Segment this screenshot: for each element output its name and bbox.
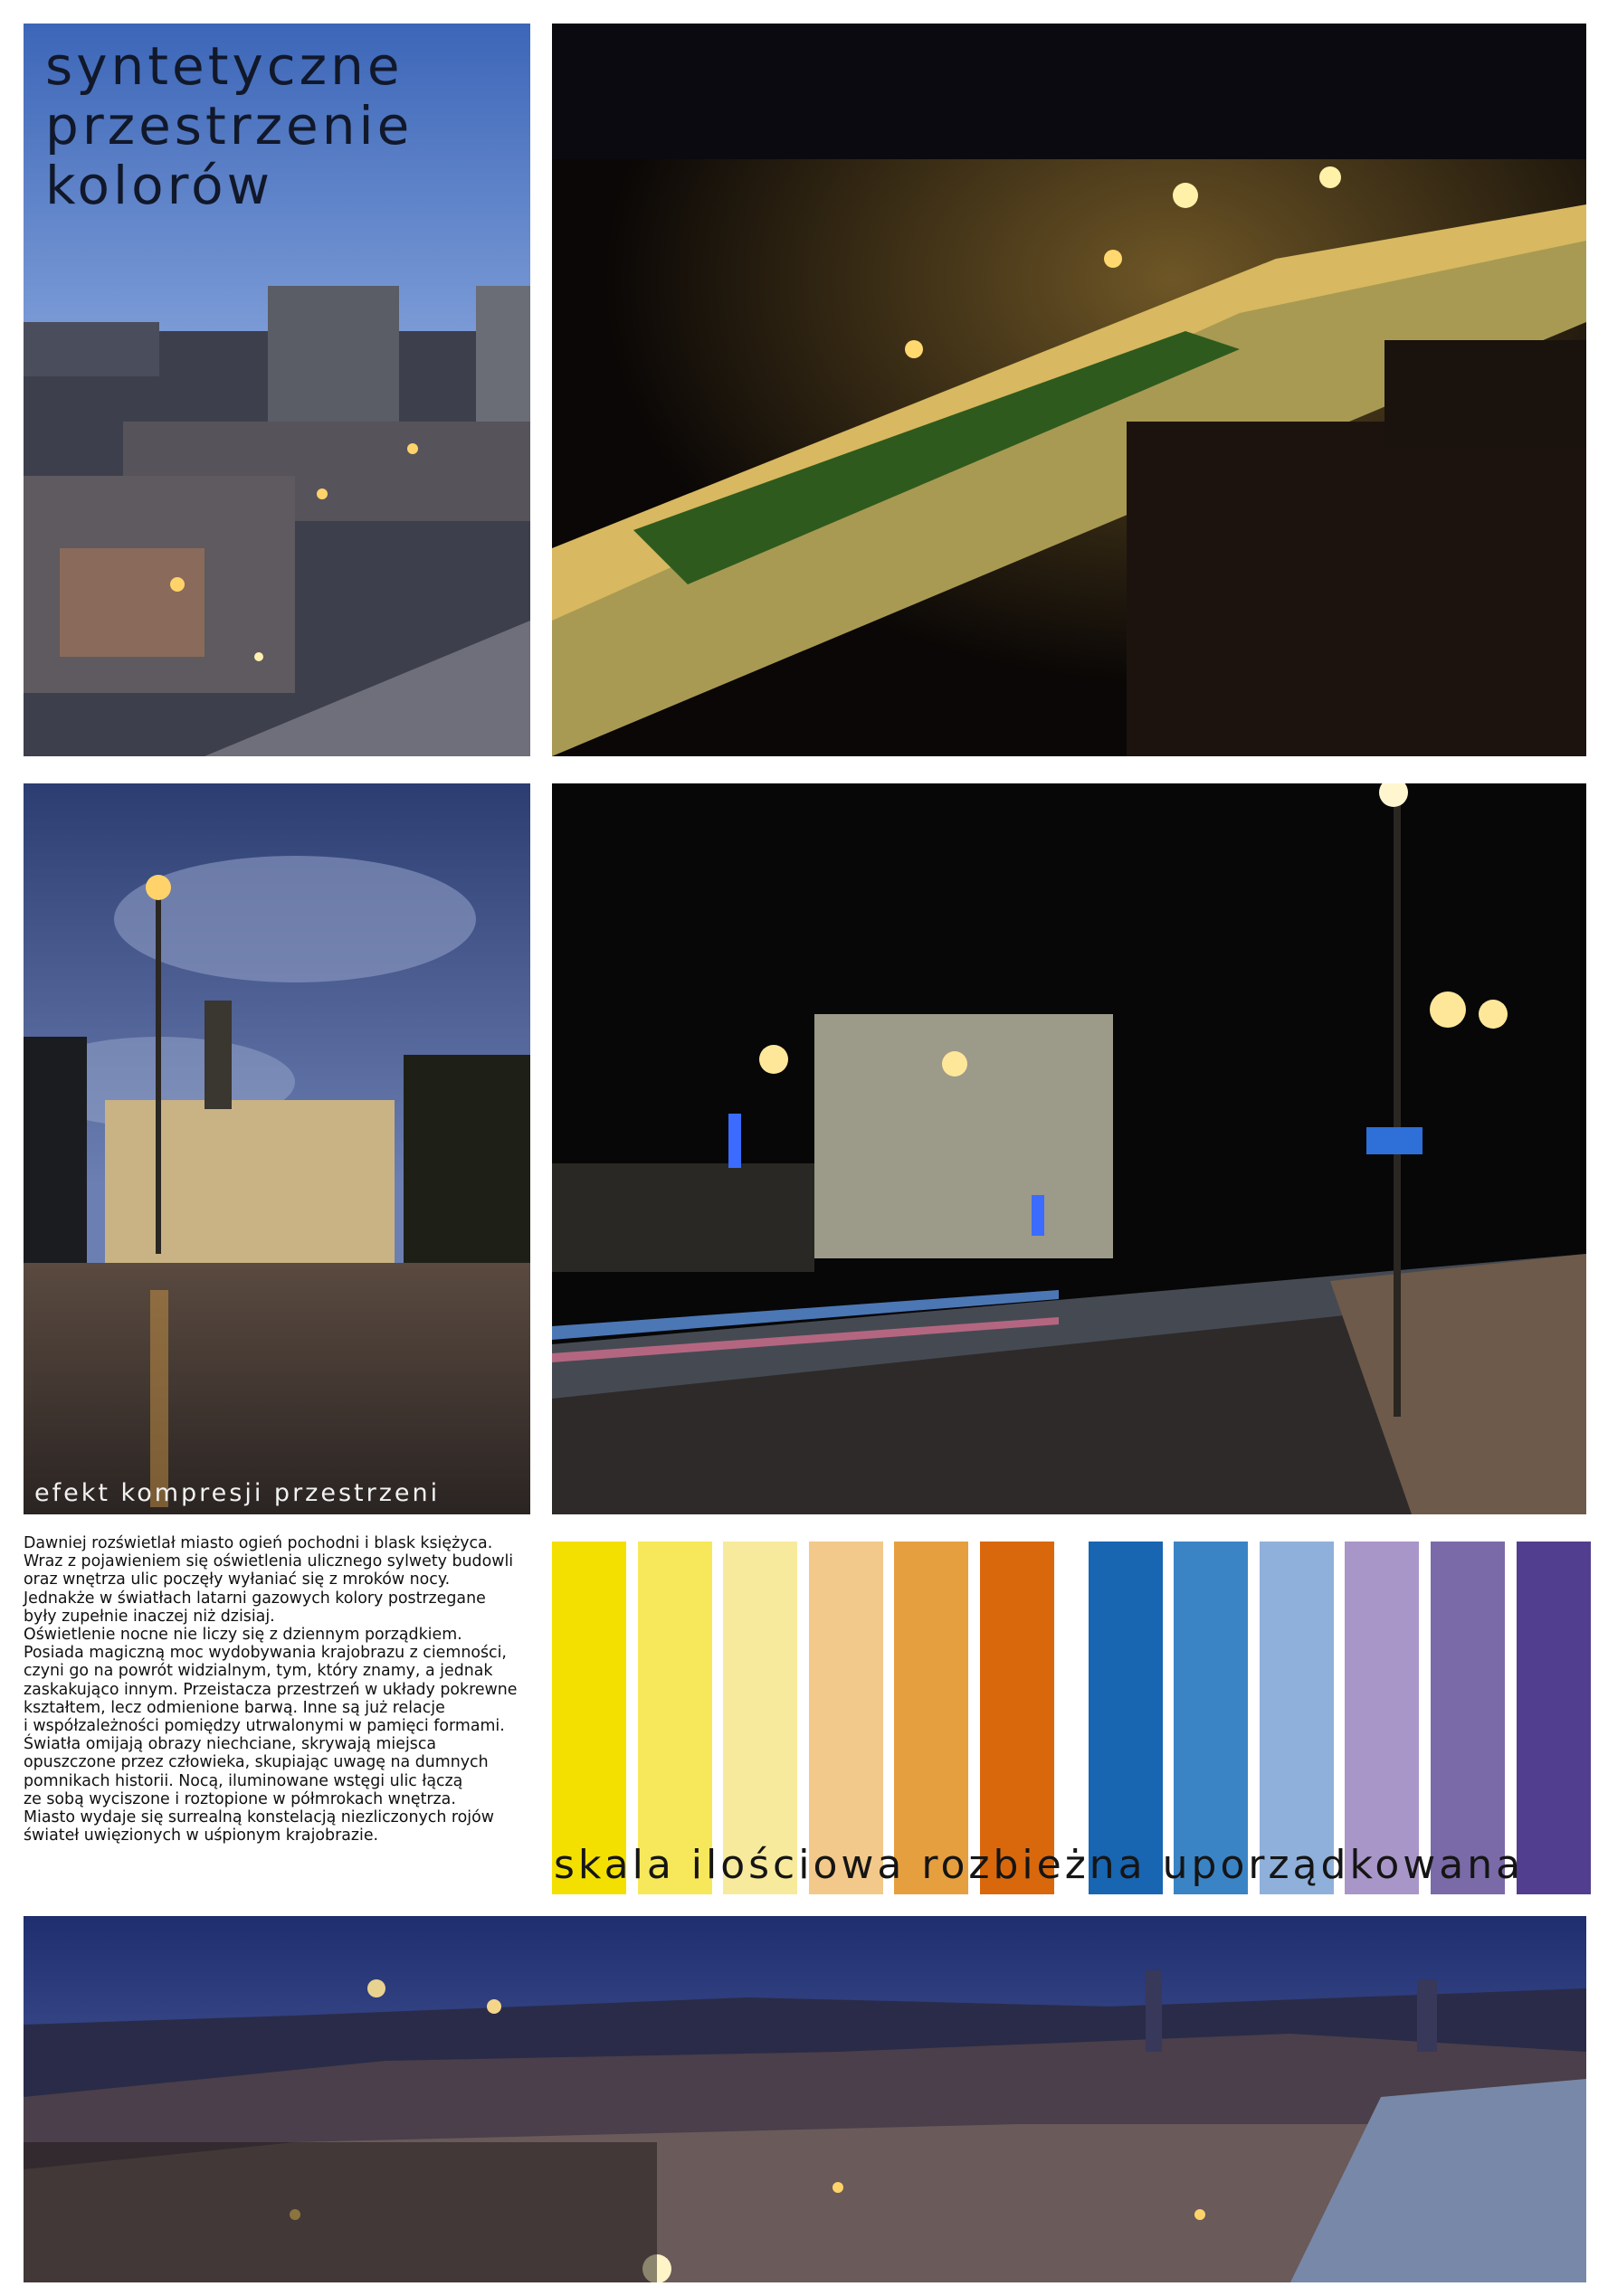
body-text-line: Dawniej rozświetlał miasto ogień pochodni i blask księżyca.	[24, 1534, 493, 1552]
title-line: kolorów	[45, 155, 274, 216]
body-text	[24, 1534, 544, 1845]
photo-caption: efekt kompresji przestrzeni	[34, 1479, 441, 1507]
body-text-line: były zupełnie inaczej niż dzisiaj.	[24, 1607, 275, 1626]
body-text-line: Wraz z pojawieniem się oświetlenia ulicznego sylwety budowli	[24, 1552, 514, 1571]
title-line: syntetyczne	[45, 35, 404, 97]
body-text-line: Posiada magiczną moc wydobywania krajobrazu z ciemności,	[24, 1644, 507, 1663]
body-text-line: zaskakująco innym. Przeistacza przestrzeń w układy pokrewne	[24, 1680, 518, 1699]
body-text-line: oraz wnętrza ulic poczęły wyłaniać się z mroków nocy.	[24, 1570, 451, 1589]
photo-night-street-hotel	[552, 783, 1586, 1514]
body-text-line: czyni go na powrót widzialnym, tym, który znamy, a jednak	[24, 1662, 493, 1681]
body-text-line: ze sobą wyciszone i roztopione w półmrokach wnętrza.	[24, 1789, 456, 1808]
body-text-line: Miasto wydaje się surrealną konstelacją niezliczonych rojów	[24, 1808, 494, 1827]
body-text-line: i współzależności pomiędzy utrwalonymi w pamięci formami.	[24, 1717, 505, 1736]
color-scale-label: skala ilościowa rozbieżna uporządkowana	[554, 1842, 1525, 1888]
body-text-line: świateł uwięzionych w uśpionym krajobrazie.	[24, 1826, 379, 1845]
body-text-line: Oświetlenie nocne nie liczy się z dziennym porządkiem.	[24, 1626, 462, 1645]
page-title	[45, 36, 413, 215]
photo-twilight-street	[24, 24, 530, 756]
swatch-cool-6	[1517, 1542, 1591, 1894]
body-text-line: pomnikach historii. Nocą, iluminowane wstęgi ulic łączą	[24, 1771, 463, 1790]
photo-night-panorama	[24, 1916, 1586, 2282]
photo-night-highway	[552, 24, 1586, 756]
body-text-line: opuszczone przez człowieka, skupiając uwagę na dumnych	[24, 1753, 489, 1772]
title-line: przestrzenie	[45, 95, 414, 157]
body-text-line: Jednakże w światłach latarni gazowych kolory postrzegane	[24, 1589, 486, 1608]
body-text-line: kształtem, lecz odmienione barwą. Inne są już relacje	[24, 1698, 445, 1717]
photo-town-hall-square	[24, 783, 530, 1514]
body-text-line: Światła omijają obrazy niechciane, skrywają miejsca	[24, 1735, 437, 1754]
